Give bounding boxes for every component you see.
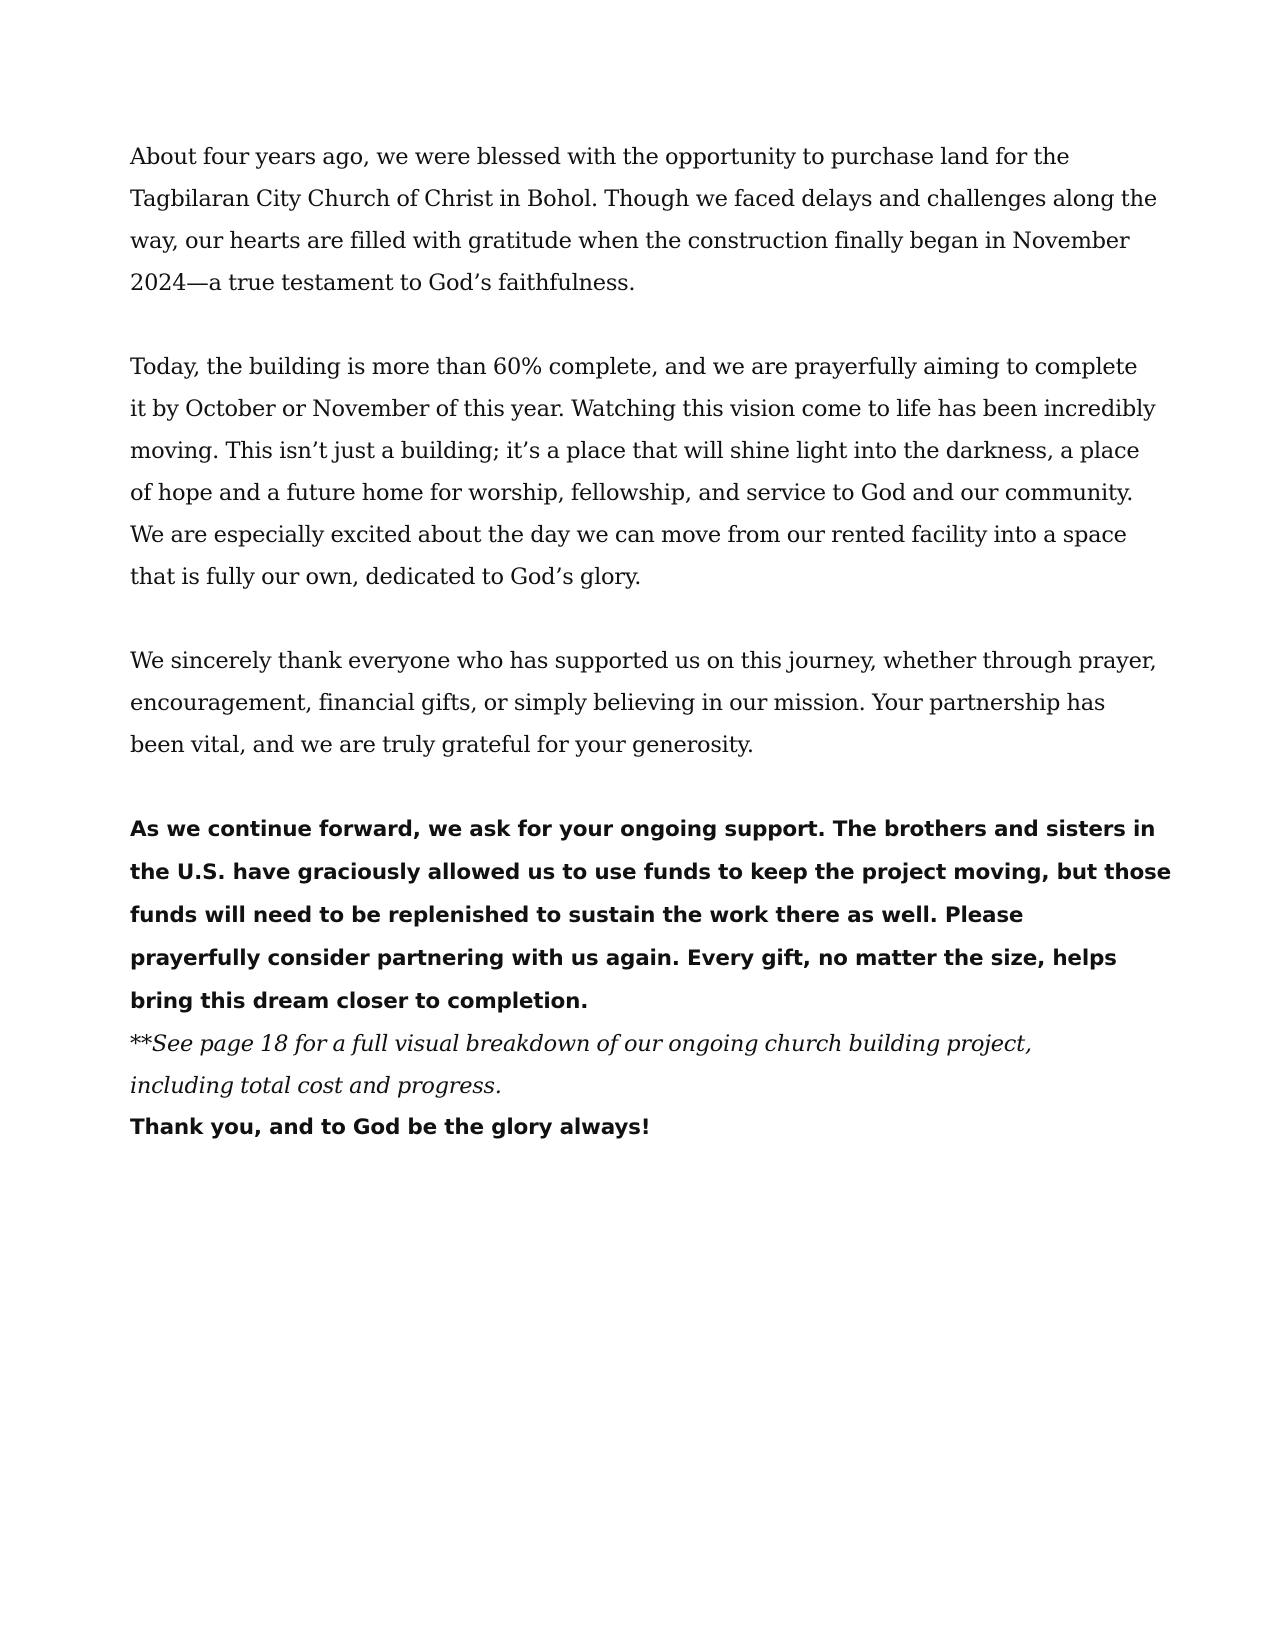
text-line: **See page 18 for a full visual breakdown of our ongoing church building project, bbox=[130, 1031, 1032, 1057]
text-line: Tagbilaran City Church of Christ in Bohol. Though we faced delays and challenges along the bbox=[130, 186, 1157, 212]
text-line: bring this dream closer to completion. bbox=[130, 989, 589, 1014]
text-line: funds will need to be replenished to sustain the work there as well. Please bbox=[130, 903, 1024, 928]
text-line: that is fully our own, dedicated to God’s glory. bbox=[130, 564, 642, 590]
text-line: the U.S. have graciously allowed us to use funds to keep the project moving, but those bbox=[130, 860, 1172, 885]
text-line: of hope and a future home for worship, fellowship, and service to God and our community. bbox=[130, 480, 1134, 506]
text-line: encouragement, financial gifts, or simply believing in our mission. Your partnership has bbox=[130, 690, 1106, 716]
text-line: moving. This isn’t just a building; it’s a place that will shine light into the darkness, a place bbox=[130, 438, 1140, 464]
letter-body bbox=[130, 136, 1172, 1149]
text-line: prayerfully consider partnering with us again. Every gift, no matter the size, helps bbox=[130, 946, 1117, 971]
page-reference-note bbox=[130, 1023, 1140, 1107]
text-line: We are especially excited about the day we can move from our rented facility into a space bbox=[130, 522, 1127, 548]
paragraph-thanks bbox=[130, 640, 1157, 766]
text-line: As we continue forward, we ask for your ongoing support. The brothers and sisters in bbox=[130, 817, 1156, 842]
text-line: 2024—a true testament to God’s faithfulness. bbox=[130, 270, 636, 296]
paragraph-spacer bbox=[130, 766, 1140, 808]
closing-text: Thank you, and to God be the glory always! bbox=[130, 1115, 651, 1140]
text-line: it by October or November of this year. Watching this vision come to life has been incredibly bbox=[130, 396, 1156, 422]
paragraph-spacer bbox=[130, 304, 1140, 346]
text-line: Today, the building is more than 60% complete, and we are prayerfully aiming to complete bbox=[130, 354, 1138, 380]
paragraph-support-appeal bbox=[130, 808, 1172, 1023]
text-line: been vital, and we are truly grateful for your generosity. bbox=[130, 732, 754, 758]
paragraph-progress bbox=[130, 346, 1156, 598]
text-line: We sincerely thank everyone who has supported us on this journey, whether through prayer, bbox=[130, 648, 1157, 674]
text-line: including total cost and progress. bbox=[130, 1073, 502, 1099]
paragraph-land-purchase bbox=[130, 136, 1157, 304]
paragraph-spacer bbox=[130, 598, 1140, 640]
closing-line bbox=[130, 1107, 1140, 1149]
text-line: About four years ago, we were blessed with the opportunity to purchase land for the bbox=[130, 144, 1070, 170]
text-line: way, our hearts are filled with gratitude when the construction finally began in November bbox=[130, 228, 1130, 254]
